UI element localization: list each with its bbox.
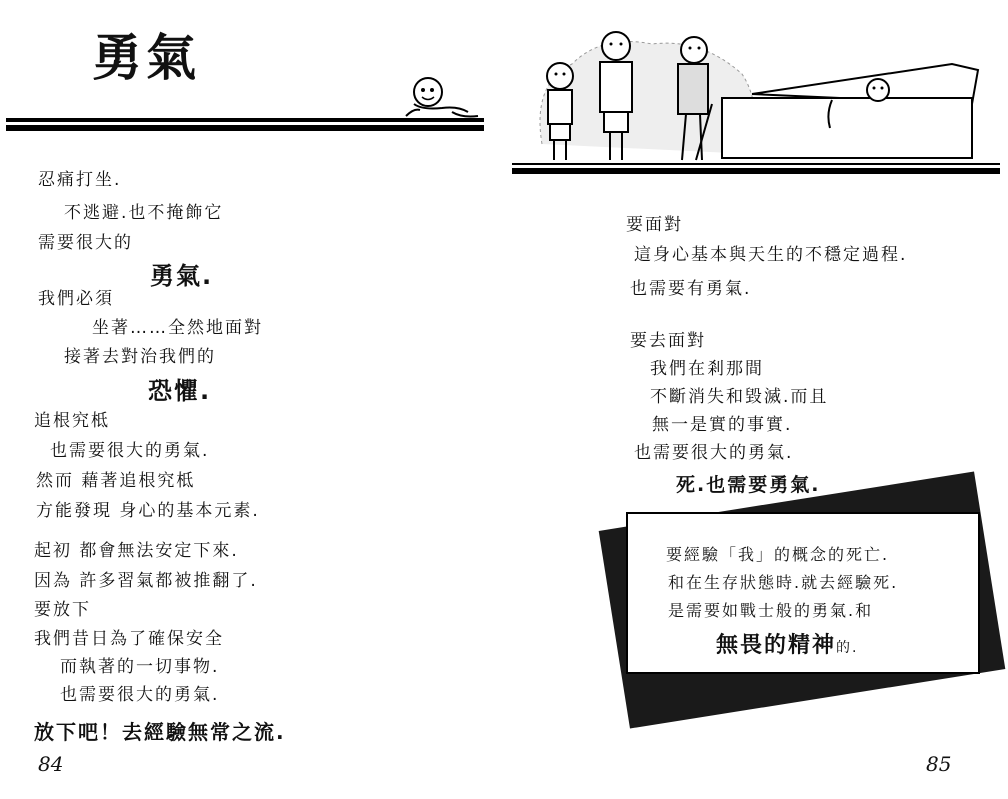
quote-line-emphasis (716, 628, 858, 659)
text-line: 要放下 (34, 600, 91, 620)
text-line: 而執著的一切事物. (60, 657, 220, 677)
title-rule-thin (6, 118, 484, 122)
text-line: 起初 都會無法安定下來. (34, 541, 239, 561)
header-rule-thin (512, 163, 1000, 165)
crawling-child-illustration (392, 74, 484, 124)
page-number: 85 (926, 752, 952, 776)
text-line: 接著去對治我們的 (64, 347, 216, 367)
text-line: 要去面對 (630, 331, 706, 351)
text-line: 因為 許多習氣都被推翻了. (34, 571, 258, 591)
text-line: 也需要很大的勇氣. (60, 685, 220, 705)
quote-emphasis-text: 無畏的精神 (716, 633, 837, 658)
text-line-emphasis: 死.也需要勇氣. (676, 474, 821, 496)
header-rule-thick (512, 168, 1000, 174)
quote-line: 和在生存狀態時.就去經驗死. (668, 573, 899, 592)
text-line: 不斷消失和毀滅.而且 (650, 387, 829, 407)
title-rule-thick (6, 125, 484, 131)
text-line-emphasis: 恐懼. (148, 377, 212, 405)
text-line: 需要很大的 (38, 233, 133, 253)
text-line: 不逃避.也不掩飾它 (64, 203, 224, 223)
text-line: 我們在剎那間 (650, 359, 764, 379)
text-line: 這身心基本與天生的不穩定過程. (634, 245, 908, 265)
text-line: 要面對 (626, 215, 683, 235)
text-line-emphasis: 勇氣. (150, 262, 214, 290)
quote-line: 是需要如戰士般的勇氣.和 (668, 601, 874, 620)
text-line: 我們昔日為了確保安全 (34, 629, 224, 649)
figures-and-coffin-illustration (512, 24, 1000, 164)
text-line: 也需要有勇氣. (630, 279, 752, 299)
text-line: 追根究柢 (34, 411, 110, 431)
text-line: 坐著……全然地面對 (92, 318, 263, 338)
page-title: 勇氣 (92, 28, 200, 87)
text-line: 忍痛打坐. (38, 170, 122, 190)
quote-emphasis-tail: 的. (836, 640, 859, 656)
text-line: 也需要很大的勇氣. (634, 443, 794, 463)
text-line: 無一是實的事實. (652, 415, 793, 435)
page-number: 84 (38, 752, 64, 776)
text-line: 然而 藉著追根究柢 (36, 471, 196, 491)
text-line: 我們必須 (38, 289, 114, 309)
text-line: 方能發現 身心的基本元素. (36, 501, 260, 521)
quote-box (626, 512, 980, 674)
closing-line: 放下吧！去經驗無常之流. (34, 720, 286, 744)
text-line: 也需要很大的勇氣. (50, 441, 210, 461)
quote-line: 要經驗「我」的概念的死亡. (666, 545, 890, 564)
